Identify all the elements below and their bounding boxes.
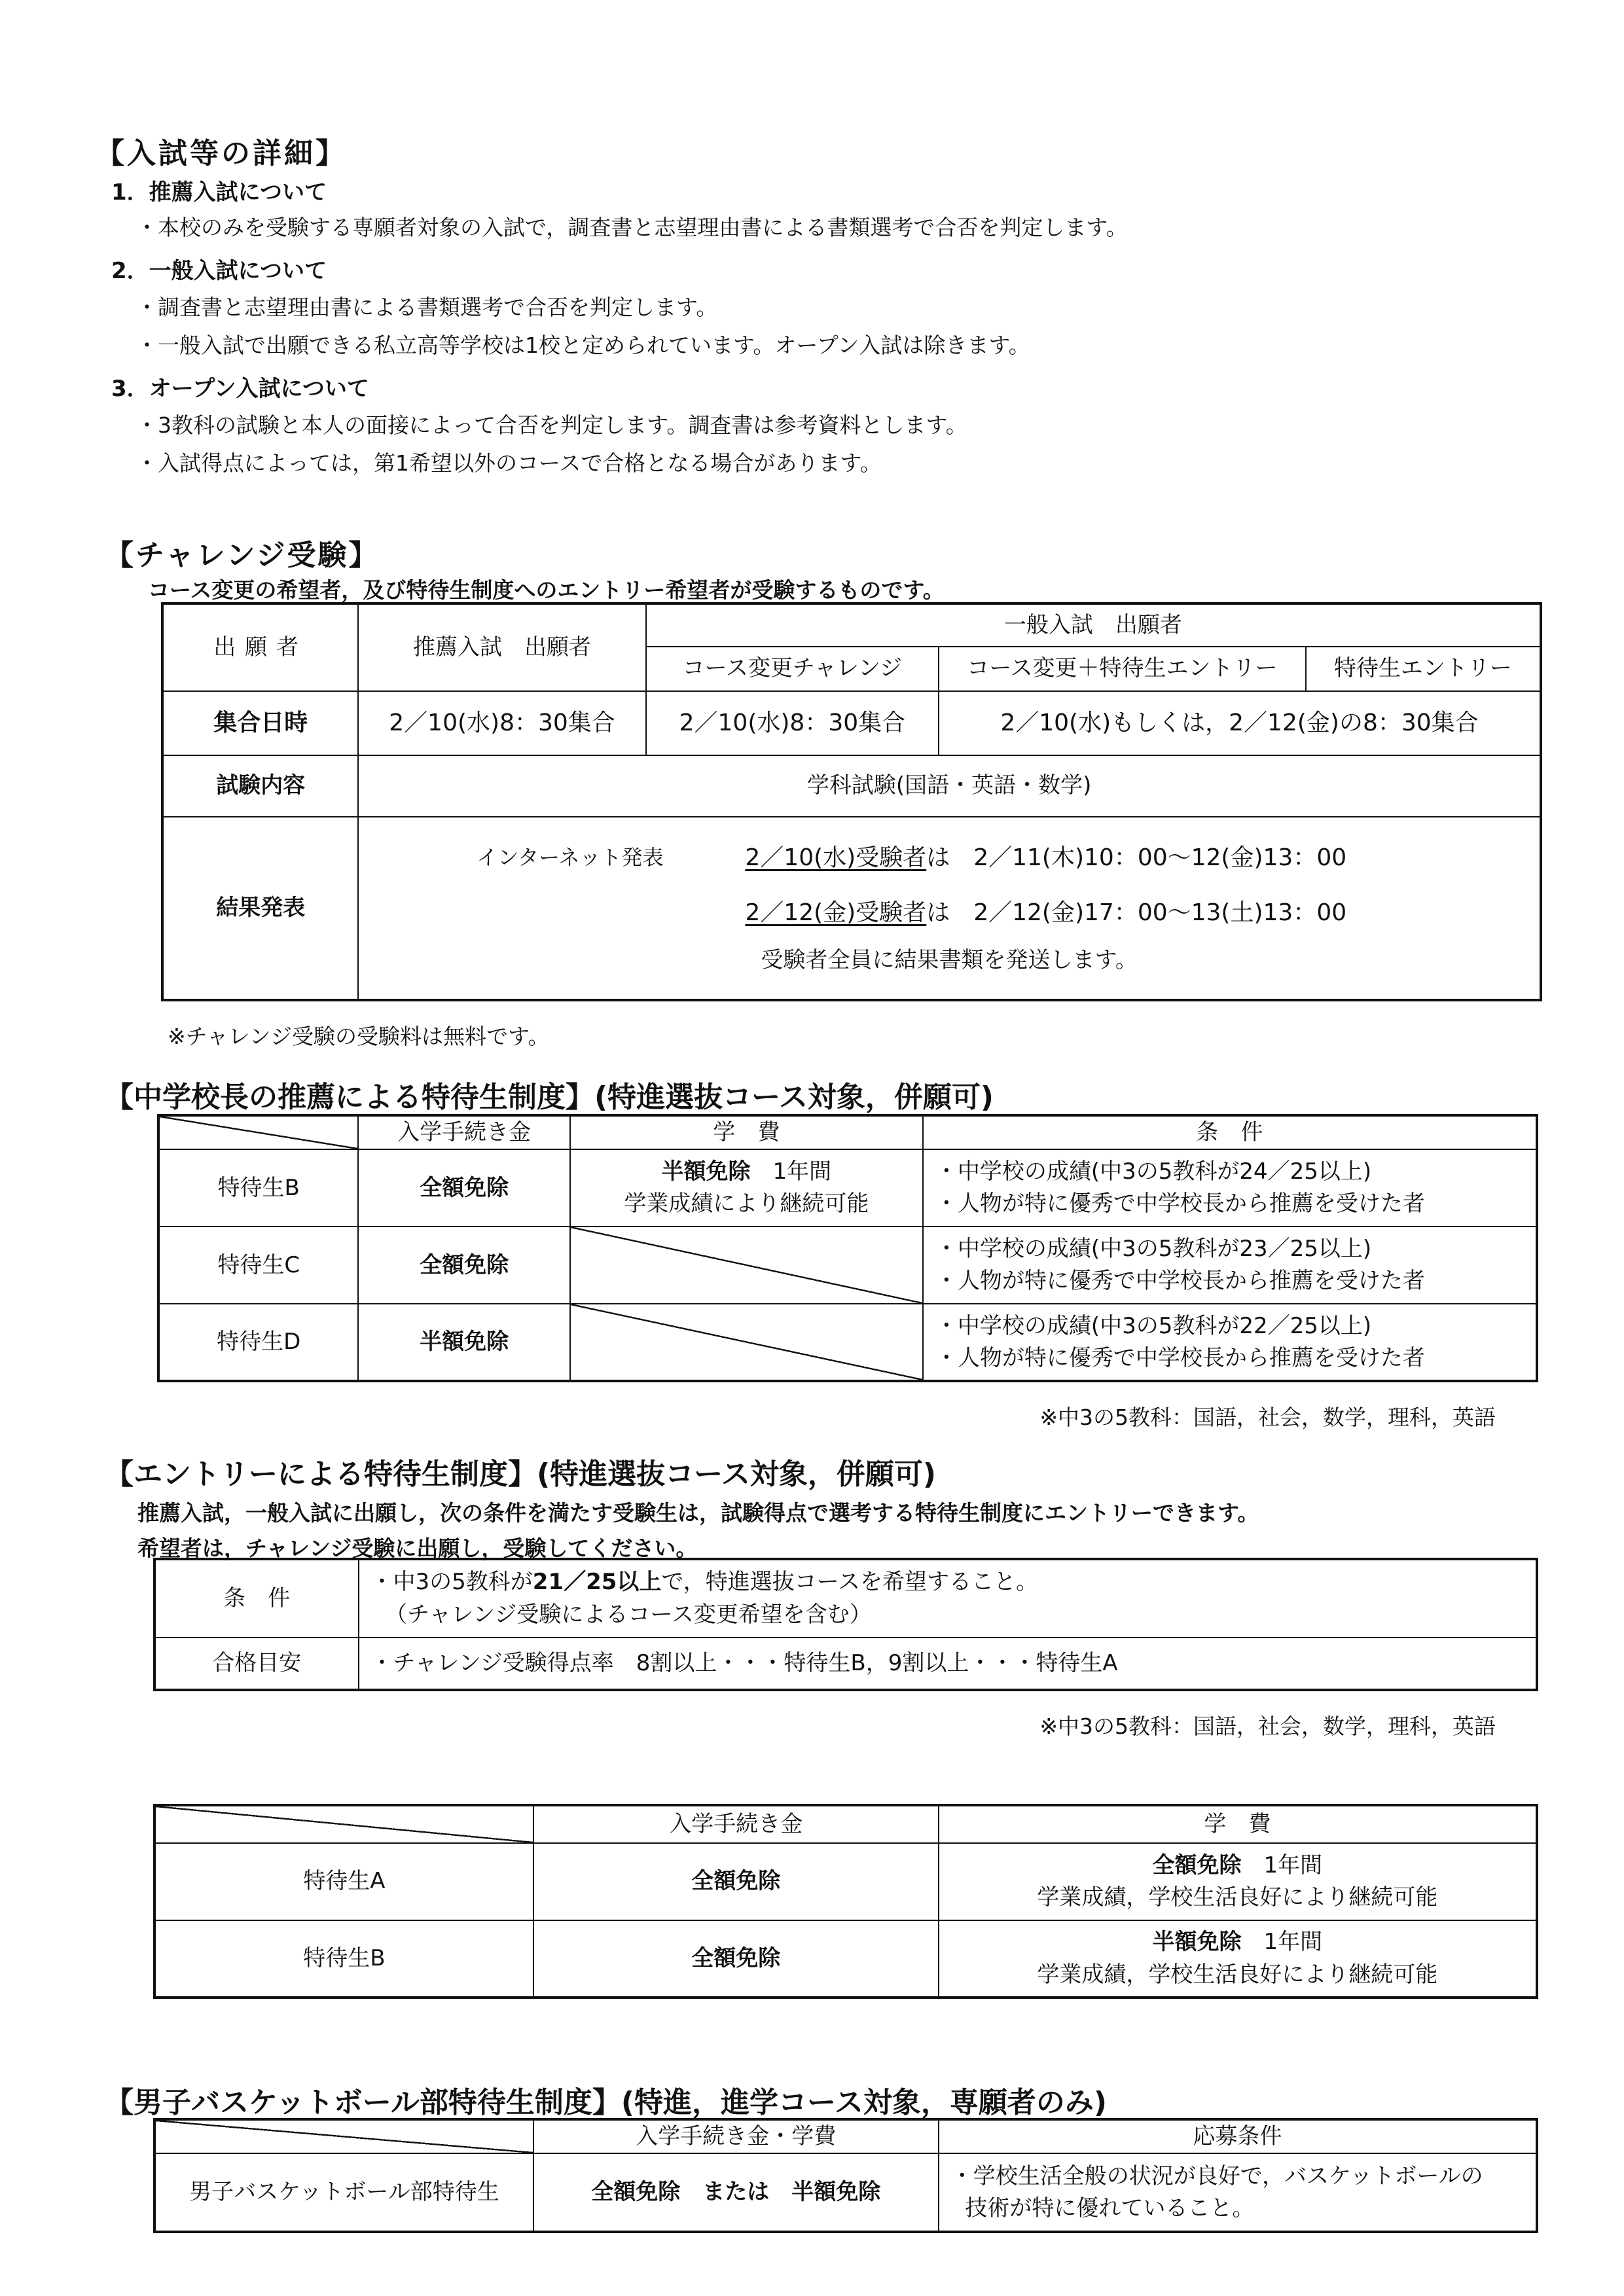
principal-title: 【中学校長の推薦による特待生制度】(特進選抜コース対象，併願可): [105, 1081, 994, 1114]
row-name: 特待生B: [154, 1920, 533, 1998]
entry-condition-table: [153, 1558, 1538, 1691]
section-heading: 2．一般入試について: [111, 258, 327, 284]
row-fee: 全額免除: [358, 1149, 569, 1227]
section-text: ・入試得点によっては，第1希望以外のコースで合格となる場合があります。: [136, 450, 882, 476]
entry-title: 【エントリーによる特待生制度】(特進選抜コース対象，併願可): [105, 1458, 937, 1491]
challenge-title: 【チャレンジ受験】: [105, 539, 380, 572]
basketball-title: 【男子バスケットボール部特待生制度】(特進，進学コース対象，専願者のみ): [105, 2086, 1107, 2119]
fee-note: ※チャレンジ受験の受験料は無料です。: [168, 1024, 550, 1049]
section-text: ・一般入試で出願できる私立高等学校は1校と定められています。オープン入試は除きます。: [136, 332, 1030, 358]
header-fee: 入学手続き金・学費: [533, 2119, 939, 2153]
row-tuition: 全額免除 1年間 学業成績，学校生活良好により継続可能: [939, 1843, 1537, 1920]
section-text: ・本校のみを受験する専願者対象の入試で，調査書と志望理由書による書類選考で合否を判定します。: [136, 215, 1128, 240]
corner-cell: [158, 1115, 358, 1149]
date-change: 2／10(水)8：30集合: [646, 691, 939, 755]
row-fee: 全額免除: [533, 1920, 939, 1998]
row-tuition: 半額免除 1年間 学業成績により継続可能: [570, 1149, 923, 1227]
goal-label: 合格目安: [154, 1638, 359, 1690]
suisen-applicant: 推薦入試 出願者: [358, 603, 645, 691]
result-mail-note: 受験者全員に結果書類を発送します。: [761, 947, 1138, 973]
date-label: 集合日時: [162, 691, 358, 755]
section-heading: 1．推薦入試について: [111, 179, 327, 206]
goal-value: ・チャレンジ受験得点率 8割以上・・・特待生B，9割以上・・・特待生A: [359, 1638, 1537, 1690]
row-name: 特待生B: [158, 1149, 358, 1227]
challenge-intro: コース変更の希望者，及び特待生制度へのエントリー希望者が受験するものです。: [148, 577, 945, 603]
header-tuition: 学 費: [939, 1805, 1537, 1843]
row-tuition-empty: [570, 1227, 923, 1304]
date-entry: 2／10(水)もしくは，2／12(金)の8：30集合: [939, 691, 1541, 755]
corner-cell: [154, 2119, 533, 2153]
ippan-applicant: 一般入試 出願者: [646, 603, 1541, 647]
col-course-entry: コース変更＋特待生エントリー: [939, 647, 1306, 691]
challenge-table: [161, 602, 1542, 1001]
basketball-table: [153, 2118, 1538, 2233]
row-fee: 全額免除: [533, 1843, 939, 1920]
result-label: 結果発表: [162, 817, 358, 1000]
header-fee: 入学手続き金: [533, 1805, 939, 1843]
page-title: 【入試等の詳細】: [96, 137, 347, 170]
entry-intro: 希望者は，チャレンジ受験に出願し，受験してください。: [137, 1535, 698, 1561]
row-condition: ・中学校の成績(中3の5教科が24／25以上) ・人物が特に優秀で中学校長から推薦を受けた者: [923, 1149, 1537, 1227]
col-course-change: コース変更チャレンジ: [646, 647, 939, 691]
header-condition: 条 件: [923, 1115, 1537, 1149]
applicant-label: 出願者: [162, 603, 358, 691]
header-condition: 応募条件: [939, 2119, 1537, 2153]
row-name: 特待生D: [158, 1304, 358, 1381]
header-fee: 入学手続き金: [358, 1115, 569, 1149]
cond-label: 条 件: [154, 1559, 359, 1638]
row-tuition: 半額免除 1年間 学業成績，学校生活良好により継続可能: [939, 1920, 1537, 1998]
result-line-1: 2／10(水)受験者は 2／11(木)10：00～12(金)13：00: [745, 844, 1347, 871]
entry-note: ※中3の5教科：国語，社会，数学，理科，英語: [1039, 1713, 1496, 1739]
principal-note: ※中3の5教科：国語，社会，数学，理科，英語: [1039, 1405, 1496, 1430]
row-condition: ・中学校の成績(中3の5教科が22／25以上) ・人物が特に優秀で中学校長から推薦を受けた者: [923, 1304, 1537, 1381]
cond-value: ・中3の5教科が21／25以上で，特進選抜コースを希望すること。 （チャレンジ受験によるコース変更希望を含む）: [359, 1559, 1537, 1638]
section-heading: 3．オープン入試について: [111, 376, 369, 402]
result-line-2: 2／12(金)受験者は 2／12(金)17：00～13(土)13：00: [745, 899, 1347, 926]
row-fee: 全額免除 または 半額免除: [533, 2153, 939, 2232]
corner-cell: [154, 1805, 533, 1843]
row-fee: 半額免除: [358, 1304, 569, 1381]
col-entry: 特待生エントリー: [1306, 647, 1541, 691]
entry-intro: 推薦入試，一般入試に出願し，次の条件を満たす受験生は，試験得点で選考する特待生制度にエントリーできます。: [137, 1500, 1259, 1526]
section-text: ・調査書と志望理由書による書類選考で合否を判定します。: [136, 295, 718, 320]
section-text: ・3教科の試験と本人の面接によって合否を判定します。調査書は参考資料とします。: [136, 412, 967, 438]
date-suisen: 2／10(水)8：30集合: [358, 691, 645, 755]
row-condition: ・学校生活全般の状況が良好で，バスケットボールの 技術が特に優れていること。: [939, 2153, 1537, 2232]
row-name: 男子バスケットボール部特待生: [154, 2153, 533, 2232]
content-value: 学科試験(国語・英語・数学): [358, 755, 1541, 817]
entry-benefit-table: [153, 1804, 1538, 1999]
result-cell: [358, 817, 1541, 1000]
row-tuition-empty: [570, 1304, 923, 1381]
principal-table: [157, 1114, 1538, 1382]
internet-label: インターネット発表: [477, 845, 664, 870]
content-label: 試験内容: [162, 755, 358, 817]
header-tuition: 学 費: [570, 1115, 923, 1149]
row-name: 特待生A: [154, 1843, 533, 1920]
row-name: 特待生C: [158, 1227, 358, 1304]
row-condition: ・中学校の成績(中3の5教科が23／25以上) ・人物が特に優秀で中学校長から推薦を受けた者: [923, 1227, 1537, 1304]
row-fee: 全額免除: [358, 1227, 569, 1304]
